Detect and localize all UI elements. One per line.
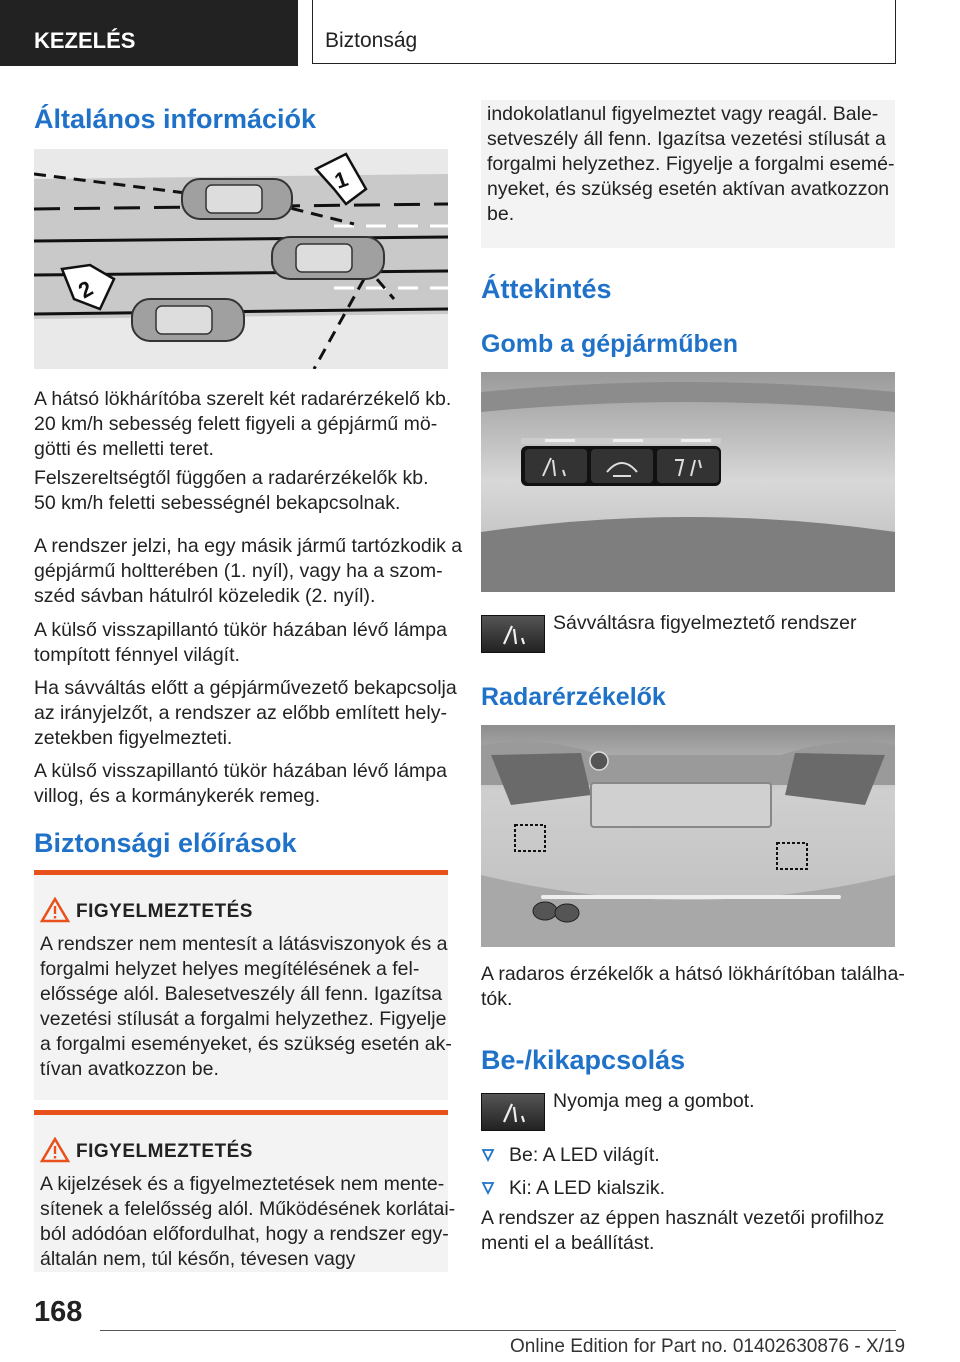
footer-divider	[100, 1330, 896, 1331]
subsection-tab: Biztonság	[312, 0, 896, 64]
section-title-overview: Áttekintés	[481, 274, 612, 304]
bullet-triangle-icon	[481, 1148, 495, 1162]
warning-text-continued: indokolatlanul figyelmeztet vagy reagál. Bale- setveszély áll fenn. Igazítsa vezetési stílusát a forgalmi helyzethez. Figyelje a forgalmi esemé- nyeket, és szükség esetén aktívan avatkozzon be.	[487, 103, 895, 225]
paragraph-lamp-dimmed: A külső visszapillantó tükör házában lévő lámpa tompított fénnyel világít.	[34, 619, 447, 666]
lane-change-icon	[482, 1094, 544, 1130]
button-caption: Sávváltásra figyelmeztető rendszer	[553, 612, 857, 634]
section-tab: KEZELÉS	[0, 0, 298, 66]
lane-change-button[interactable]	[481, 615, 545, 653]
page-number: 168	[34, 1296, 83, 1328]
paragraph-lamp-flash: A külső visszapillantó tükör házában lévő lámpa villog, és a kormánykerék remeg.	[34, 760, 447, 807]
paragraph-turn-signal: Ha sávváltás előtt a gépjárművezető bekapcsolja az irányjelzőt, a rendszer az előbb említett hely- zetekben figyelmezteti.	[34, 677, 457, 749]
list-item-text: Be: A LED világít.	[509, 1144, 660, 1166]
warning-title: FIGYELMEZTETÉS	[76, 901, 253, 922]
warning-triangle-icon	[40, 1137, 70, 1163]
warning-title: FIGYELMEZTETÉS	[76, 1141, 253, 1162]
lane-change-button[interactable]	[481, 1093, 545, 1131]
bullet-triangle-icon	[481, 1181, 495, 1195]
radar-caption: A radaros érzékelők a hátsó lökhárítóban találha- tók.	[481, 963, 905, 1010]
arrow-label-1: 1	[331, 166, 352, 194]
warning-bar	[34, 870, 448, 875]
rear-bumper-photo	[481, 725, 895, 947]
paragraph-activation: Felszereltségtől függően a radarérzékelők kb. 50 km/h feletti sebességnél bekapcsolnak.	[34, 467, 429, 514]
subsection-title-radar: Radarérzékelők	[481, 683, 666, 711]
page-header	[0, 0, 960, 66]
lane-change-icon	[482, 616, 544, 652]
paragraph-signal: A rendszer jelzi, ha egy másik jármű tartózkodik a gépjármű holtterében (1. nyíl), vagy ha a szom- széd sávban hátulról közeledik (2. nyíl).	[34, 535, 463, 607]
final-paragraph: A rendszer az éppen használt vezetői profilhoz menti el a beállítást.	[481, 1207, 885, 1254]
section-title-safety: Biztonsági előírások	[34, 828, 297, 858]
car-shape	[182, 179, 292, 219]
subsection-title-button: Gomb a gépjárműben	[481, 330, 738, 358]
warning-box-1	[34, 870, 452, 1100]
warning-box-2	[34, 1110, 456, 1272]
button-panel-photo	[481, 372, 895, 592]
onoff-caption: Nyomja meg a gombot.	[553, 1090, 755, 1112]
warning-text: A rendszer nem mentesít a látásviszonyok és a forgalmi helyzet helyes megítélésének a fel- előssége alól. Balesetveszély áll fenn. Igazítsa vezetési stílusát a forgalmi helyzethez. Figyelje a forgalmi eseményeket, és szükség esetén ak- tívan avatkozzon be.	[40, 933, 452, 1080]
footer-edition: Online Edition for Part no. 01402630876 - X/19	[510, 1336, 906, 1357]
list-item-text: Ki: A LED kialszik.	[509, 1177, 666, 1199]
warning-text: A kijelzések és a figyelmeztetések nem mente- sítenek a felelősség alól. Működésének korlátai- ból adódóan előfordulhat, hogy a rendszer egy- általán nem, túl későn, tévesen vagy	[40, 1173, 456, 1270]
warning-triangle-icon	[40, 897, 70, 923]
blind-spot-illustration	[34, 149, 448, 369]
warning-bar	[34, 1110, 448, 1115]
section-title-onoff: Be-/kikapcsolás	[481, 1045, 686, 1075]
section-title-general: Általános információk	[34, 104, 317, 134]
warning-continuation	[481, 100, 895, 248]
paragraph-radar-intro: A hátsó lökhárítóba szerelt két radarérzékelő kb. 20 km/h sebesség felett figyeli a gépjármű mö- götti és melletti teret.	[34, 388, 452, 460]
arrow-label-2: 2	[74, 275, 98, 304]
